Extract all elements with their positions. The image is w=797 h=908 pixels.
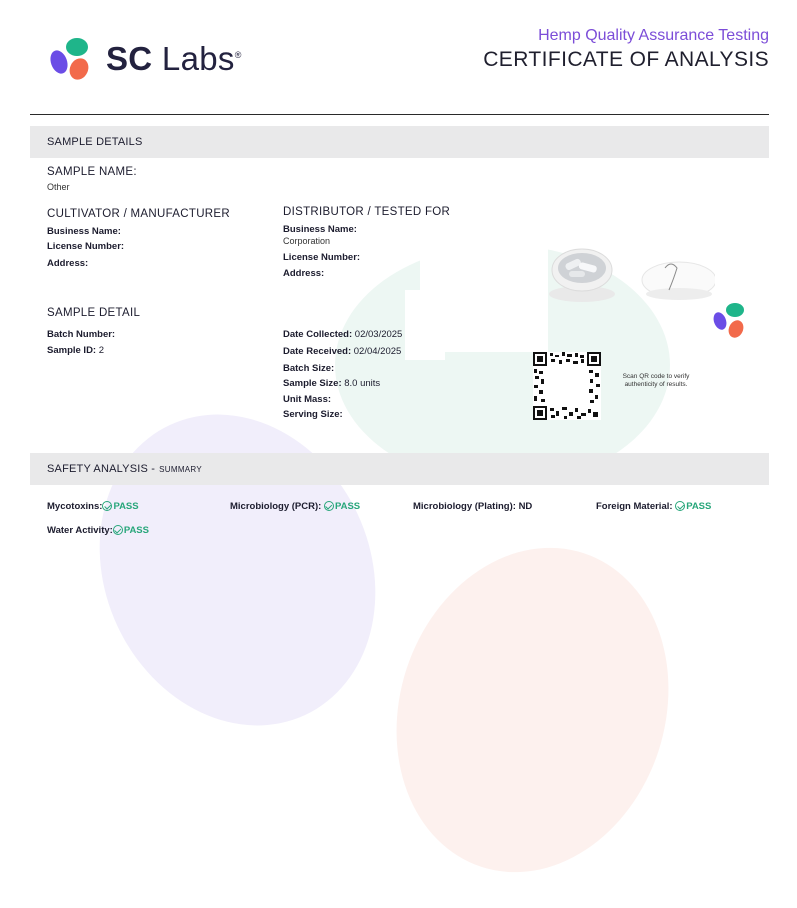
- result-water-activity: Water Activity: PASS: [47, 525, 149, 536]
- section-title: SAMPLE DETAILS: [47, 136, 143, 148]
- sample-id: Sample ID: 2: [47, 345, 105, 356]
- distributor-business-name-line2: Corporation: [283, 236, 331, 246]
- sample-type: Other: [47, 182, 70, 192]
- distributor-license-number-label: License Number:: [283, 252, 361, 263]
- cultivator-business-name-label: Business Name:: [47, 226, 121, 237]
- sample-size: Sample Size: 8.0 units: [283, 378, 381, 389]
- photo-background-edge: [405, 290, 445, 360]
- sample-name-label: SAMPLE NAME:: [47, 166, 137, 178]
- distributor-heading: DISTRIBUTOR / TESTED FOR: [283, 206, 451, 218]
- date-received: Date Received: 02/04/2025: [283, 346, 402, 357]
- result-value: PASS: [123, 525, 149, 536]
- verification-qr-code[interactable]: [533, 352, 601, 420]
- section-title: SAFETY ANALYSIS -: [47, 463, 156, 475]
- pass-check-icon: [675, 501, 685, 511]
- unit-mass-label: Unit Mass:: [283, 394, 332, 405]
- sample-details-band: [30, 126, 769, 158]
- pass-check-icon: [113, 525, 123, 535]
- result-value: PASS: [686, 501, 712, 512]
- result-value: ND: [518, 501, 533, 512]
- safety-analysis-band: [30, 453, 769, 485]
- distributor-business-name: Business Name:: [283, 224, 357, 235]
- logo-wordmark: SC Labs®: [106, 40, 242, 77]
- cultivator-license-number-label: License Number:: [47, 241, 125, 252]
- cultivator-address-label: Address:: [47, 258, 89, 269]
- header-divider: [30, 114, 769, 115]
- serving-size-label: Serving Size:: [283, 409, 343, 420]
- logo-mark-icon: [46, 36, 98, 82]
- sample-detail-heading: SAMPLE DETAIL: [47, 307, 141, 319]
- logo-mark-small-icon: [711, 301, 747, 341]
- result-value: PASS: [113, 501, 139, 512]
- sc-labs-logo: [46, 36, 242, 82]
- date-collected: Date Collected: 02/03/2025: [283, 329, 403, 340]
- qr-caption: Scan QR code to verify authenticity of results.: [622, 373, 690, 388]
- result-microbiology-pcr: Microbiology (PCR): PASS: [230, 501, 361, 512]
- distributor-address-label: Address:: [283, 268, 325, 279]
- result-value: PASS: [334, 501, 361, 512]
- decorative-blob-peach: [355, 512, 709, 908]
- document-subtitle: Hemp Quality Assurance Testing: [538, 27, 769, 44]
- result-microbiology-plating: Microbiology (Plating): ND: [413, 501, 533, 512]
- section-suffix: SUMMARY: [159, 464, 203, 474]
- result-foreign-material: Foreign Material: PASS: [596, 501, 712, 512]
- pass-check-icon: [324, 501, 334, 511]
- product-photo: [545, 244, 715, 306]
- document-title: CERTIFICATE OF ANALYSIS: [483, 48, 769, 71]
- batch-number-label: Batch Number:: [47, 329, 116, 340]
- result-mycotoxins: Mycotoxins: PASS: [47, 501, 139, 512]
- pass-check-icon: [102, 501, 112, 511]
- batch-size-label: Batch Size:: [283, 363, 335, 374]
- cultivator-heading: CULTIVATOR / MANUFACTURER: [47, 208, 230, 220]
